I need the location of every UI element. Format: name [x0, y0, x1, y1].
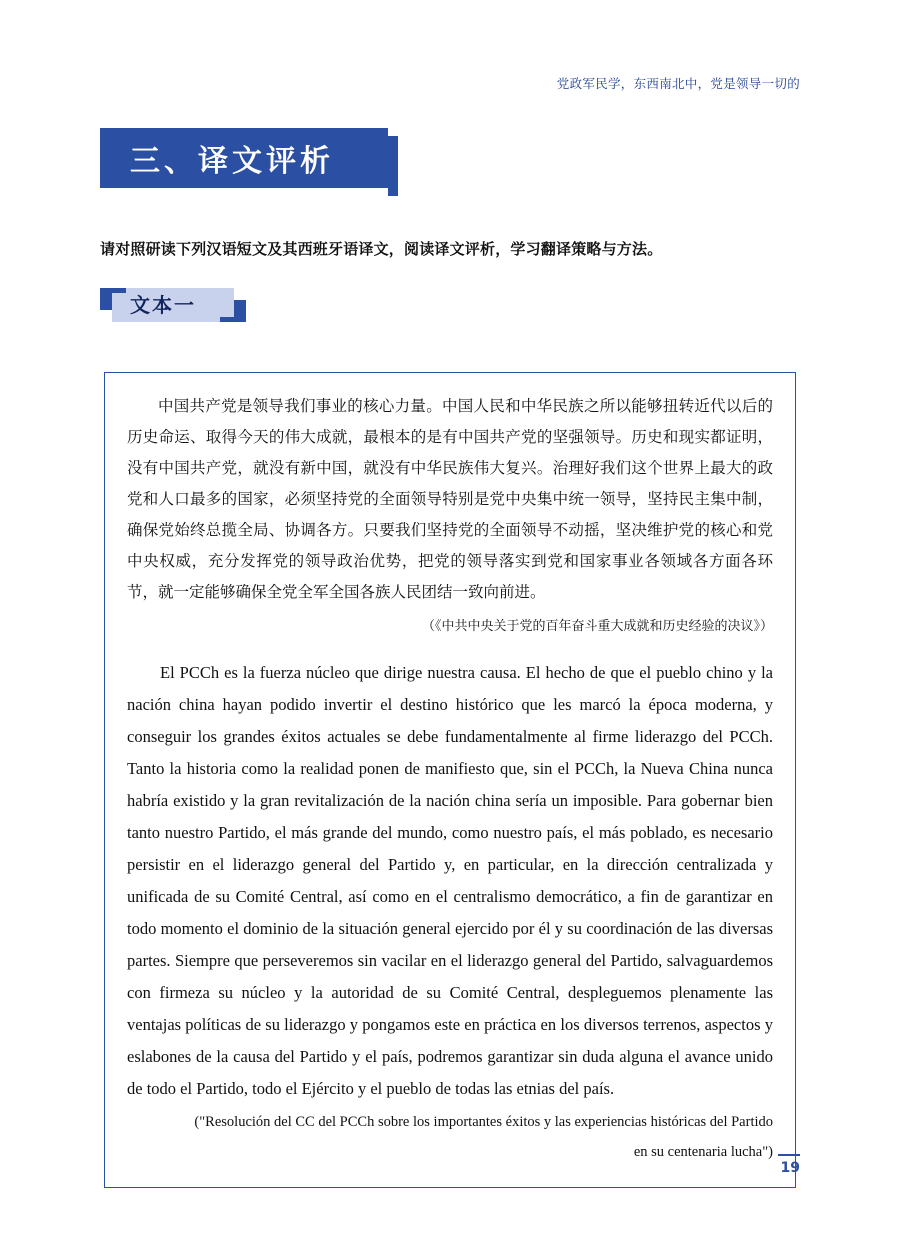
chinese-passage: 中国共产党是领导我们事业的核心力量。中国人民和中华民族之所以能够扭转近代以后的历史命运、取得今天的伟大成就，最根本的是有中国共产党的坚强领导。历史和现实都证明，没有中国共产党，就没有新中国，就没有中华民族伟大复兴。治理好我们这个世界上最大的政党和人口最多的国家，必须坚持党的全面领导特别是党中央集中统一领导，坚持民主集中制，确保党始终总揽全局、协调各方。只要我们坚持党的全面领导不动摇，坚决维护党的核心和党中央权威，充分发挥党的领导政治优势，把党的领导落实到党和国家事业各领域各方面各环节，就一定能够确保全党全军全国各族人民团结一致向前进。 [127, 397, 773, 601]
page-number-value: 19 [780, 1160, 800, 1176]
passage-divider [127, 652, 773, 653]
text-label-corner-bottom-right-bar [220, 317, 246, 322]
text-label-text: 文本一 [130, 293, 196, 317]
spanish-passage: El PCCh es la fuerza núcleo que dirige nuestra causa. El hecho de que el pueblo chino y la nación china hayan podido invertir el destino histórico que les marcó la época moderna, y conseguir los grandes éxitos actuales se debe fundamentalmente al firme liderazgo del PCCh. Tanto la historia como la realidad ponen de manifiesto que, sin el PCCh, la Nueva China nunca habría existido y la gran revitalización de la nación china sería un imposible. Para gobernar bien tanto nuestro Partido, el más grande del mundo, como nuestro país, el más poblado, es necesario persistir en el liderazgo general del Partido y, en particular, en la dirección centralizada y unificada de su Comité Central, así como en el centralismo democrático, a fin de garantizar en todo momento el dominio de la situación general ejercido por él y su coordinación de las diversas partes. Siempre que perseveremos sin vacilar en el liderazgo general del Partido, salvaguardemos con firmeza su núcleo y la autoridad de su Comité Central, despleguemos plenamente las ventajas políticas de su liderazgo y pongamos este en práctica en los diversos terrenos, aspectos y eslabones de la causa del Partido y el país, podremos garantizar sin duda alguna el avance unido de todo el Partido, todo el Ejército y el pueblo de todas las etnias del país. [127, 663, 773, 1098]
section-heading-bracket-right [388, 136, 398, 196]
instruction-text: 请对照研读下列汉语短文及其西班牙语译文，阅读译文评析，学习翻译策略与方法。 [100, 240, 663, 258]
section-heading-bracket-bottom [388, 188, 398, 196]
spanish-source-line-1: ("Resolución del CC del PCCh sobre los importantes éxitos y las experiencias históricas del Partido [194, 1114, 773, 1130]
chinese-passage-source: （《中共中央关于党的百年奋斗重大成就和历史经验的决议》） [421, 619, 773, 634]
spanish-passage-source [127, 1107, 773, 1167]
passage-box [104, 372, 796, 1188]
spanish-source-line-2: en su centenaria lucha") [633, 1144, 773, 1160]
text-label-corner-top-left-bar [100, 288, 126, 293]
section-heading [100, 128, 398, 196]
section-heading-label: 三、译文评析 [130, 144, 334, 179]
page-number-rule [778, 1154, 800, 1156]
page-number [781, 1160, 800, 1176]
text-label-badge [100, 288, 250, 330]
running-header: 党政军民学，东西南北中，党是领导一切的 [556, 76, 800, 91]
